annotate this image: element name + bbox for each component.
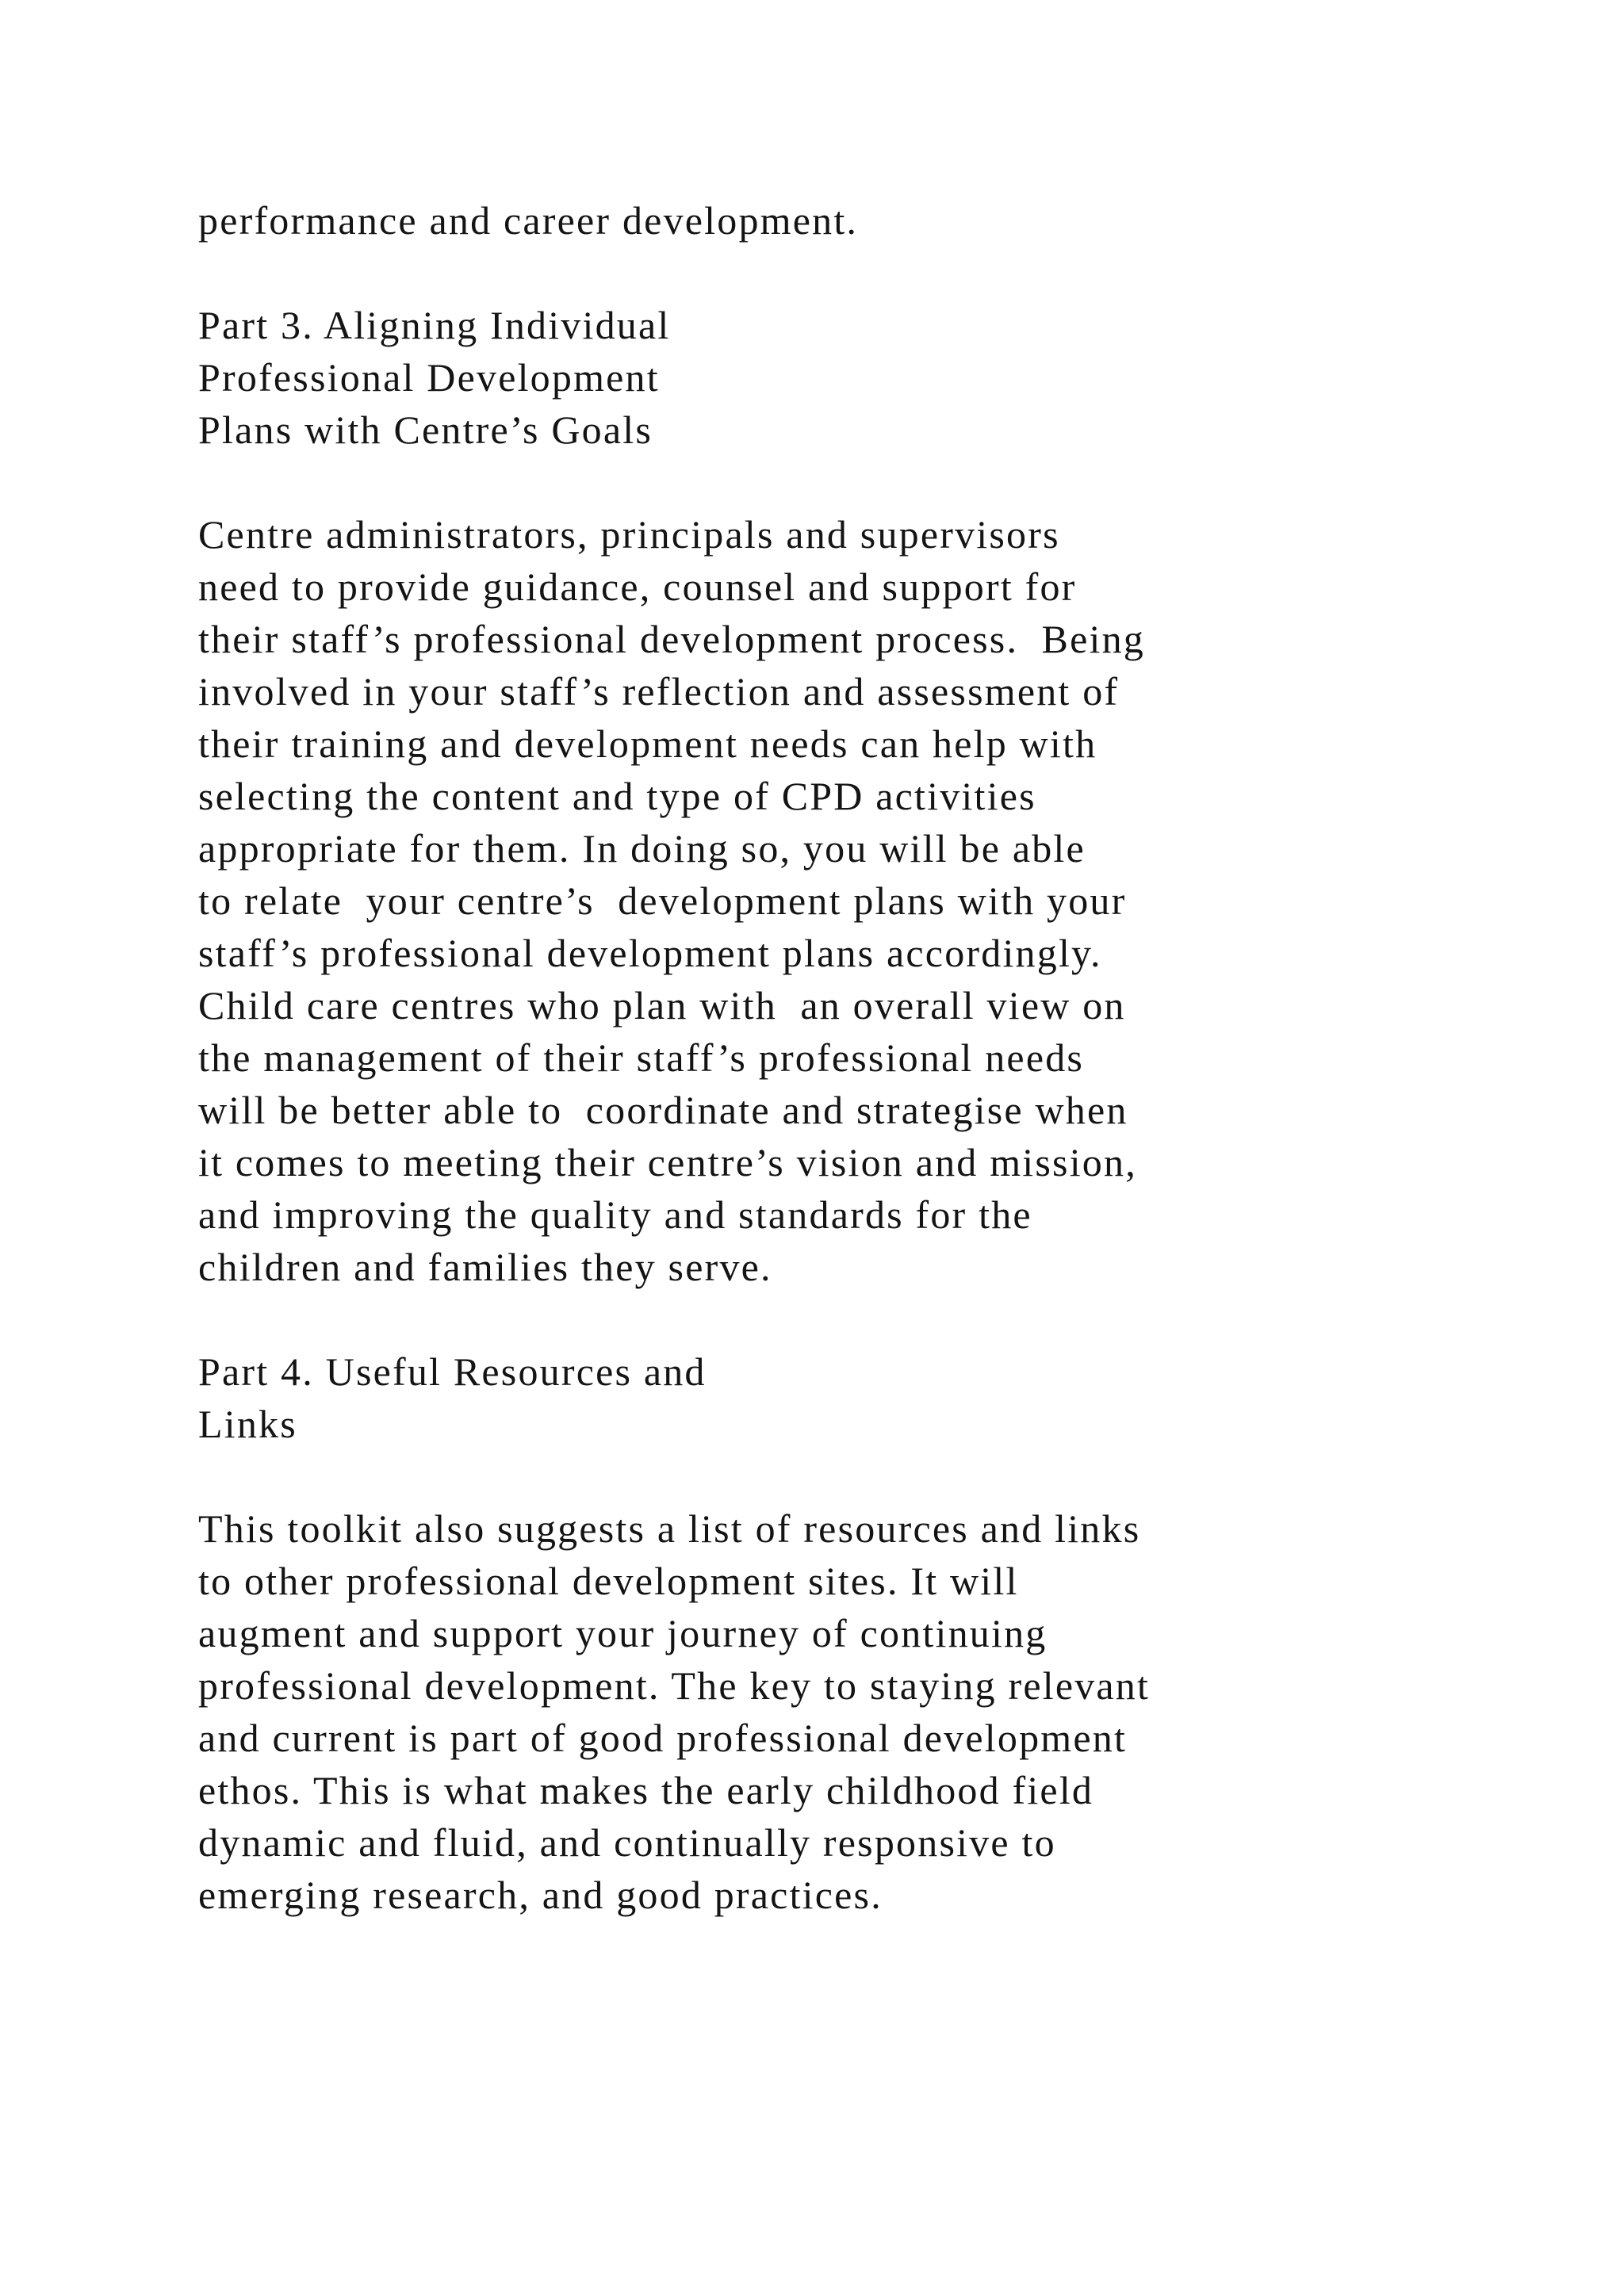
heading-line: Links [198, 1402, 297, 1446]
text-line: Child care centres who plan with an overall view on [198, 983, 1126, 1027]
text-line: performance and career development. [198, 198, 859, 243]
heading-line: Part 4. Useful Resources and [198, 1349, 707, 1394]
text-line: augment and support your journey of continuing [198, 1611, 1048, 1655]
text-line: the management of their staff’s professional needs [198, 1035, 1085, 1080]
text-line: to other professional development sites. It will [198, 1559, 1019, 1603]
text-line: to relate your centre’s development plans with your [198, 878, 1127, 923]
paragraph-spacer [198, 1293, 1546, 1345]
paragraph-spacer [198, 456, 1546, 508]
part4-heading [198, 1345, 1546, 1450]
document-body [198, 194, 1546, 1921]
part4-paragraph [198, 1502, 1546, 1921]
text-line: and current is part of good professional development [198, 1716, 1128, 1760]
text-line: need to provide guidance, counsel and support for [198, 564, 1077, 609]
heading-line: Plans with Centre’s Goals [198, 408, 653, 452]
text-line: will be better able to coordinate and strategise when [198, 1088, 1128, 1132]
text-line: children and families they serve. [198, 1245, 772, 1289]
text-line: emerging research, and good practices. [198, 1873, 883, 1917]
part3-heading [198, 299, 1546, 456]
text-line: it comes to meeting their centre’s vision and mission, [198, 1140, 1137, 1184]
heading-line: Professional Development [198, 355, 660, 400]
heading-line: Part 3. Aligning Individual [198, 303, 671, 347]
text-line: This toolkit also suggests a list of resources and links [198, 1506, 1141, 1551]
text-line: their training and development needs can help with [198, 721, 1097, 766]
text-line: dynamic and fluid, and continually responsive to [198, 1820, 1056, 1865]
text-line: staff’s professional development plans accordingly. [198, 931, 1102, 975]
text-line: professional development. The key to staying relevant [198, 1663, 1151, 1708]
text-line: and improving the quality and standards for the [198, 1192, 1032, 1237]
paragraph-spacer [198, 247, 1546, 299]
text-line: ethos. This is what makes the early childhood field [198, 1768, 1094, 1812]
text-line: appropriate for them. In doing so, you will be able [198, 826, 1086, 871]
intro-paragraph [198, 194, 1546, 247]
text-line: their staff’s professional development process. Being [198, 617, 1145, 661]
part3-paragraph [198, 508, 1546, 1293]
text-line: selecting the content and type of CPD activities [198, 774, 1036, 818]
text-line: involved in your staff’s reflection and assessment of [198, 669, 1120, 714]
paragraph-spacer [198, 1450, 1546, 1502]
text-line: Centre administrators, principals and supervisors [198, 512, 1060, 557]
